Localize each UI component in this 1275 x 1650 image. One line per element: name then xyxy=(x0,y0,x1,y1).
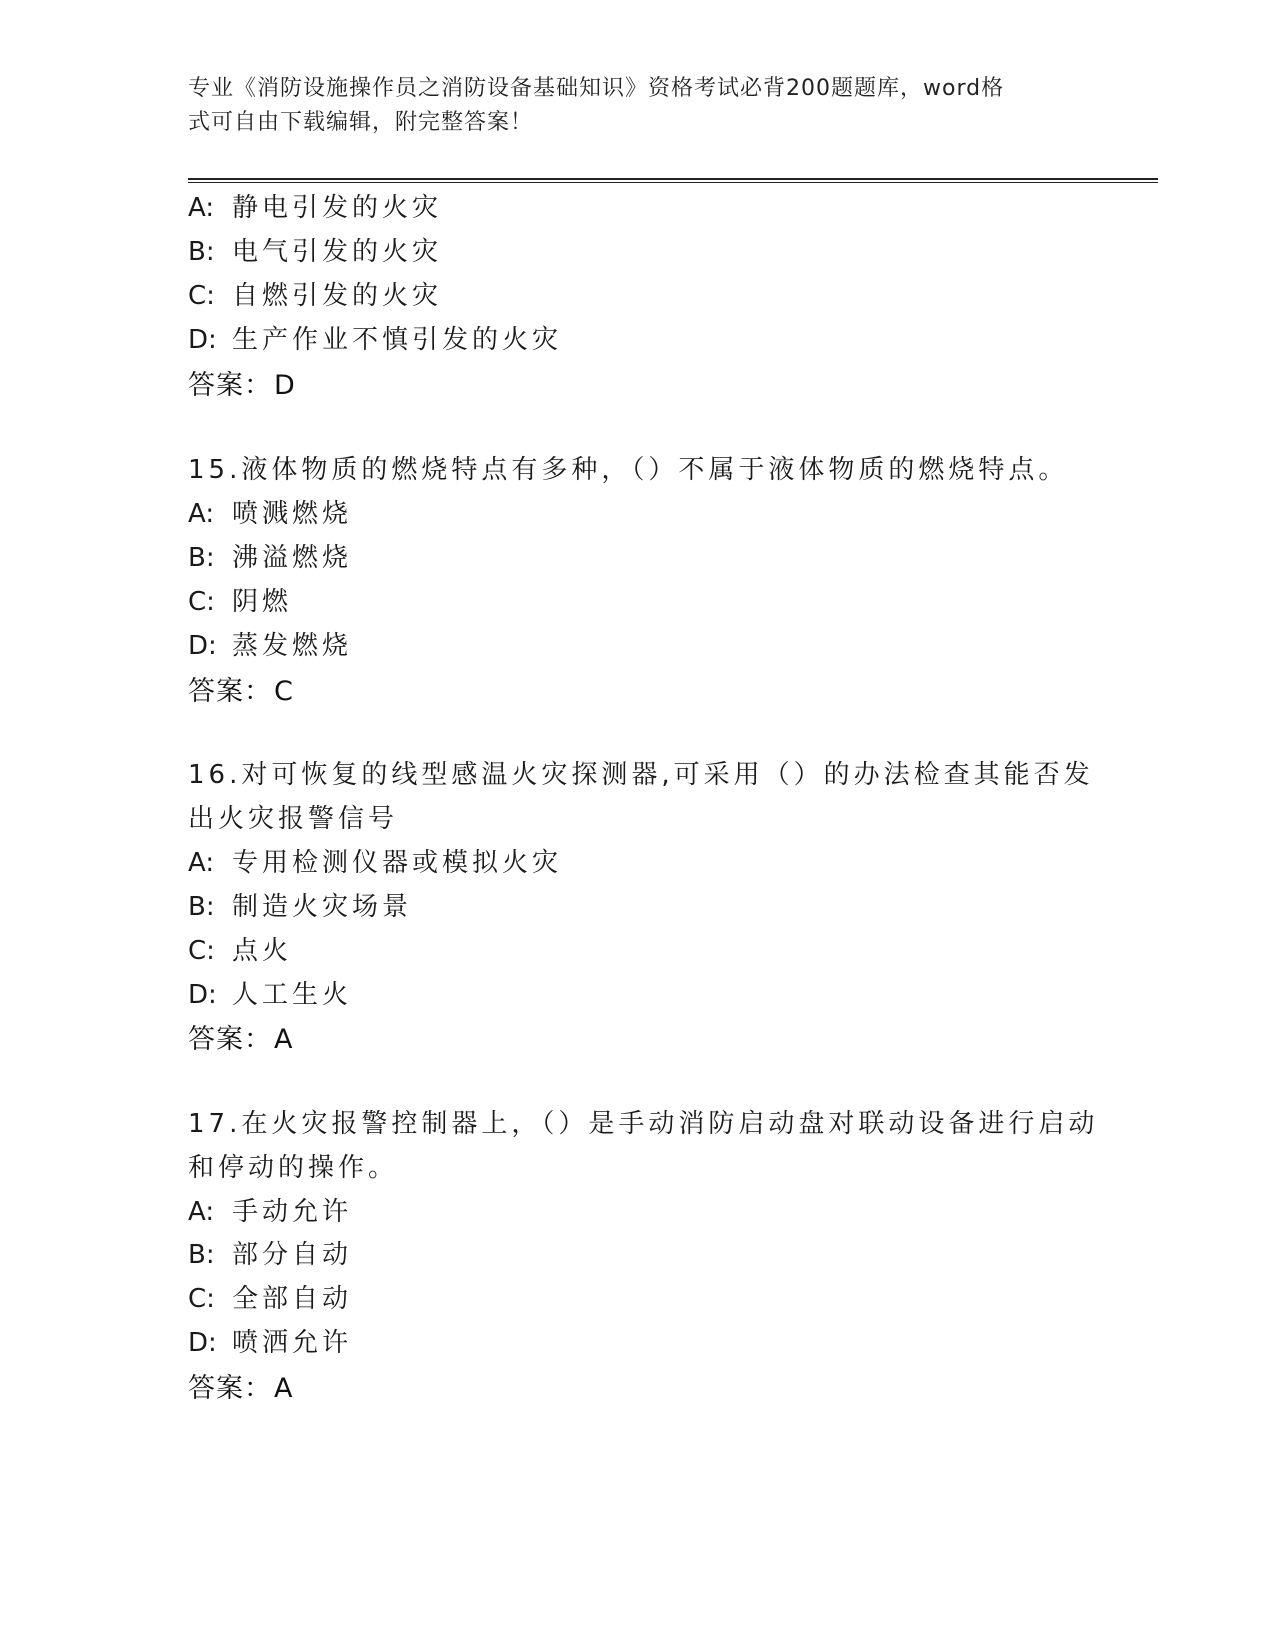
option-b xyxy=(188,537,352,574)
option-label: D: xyxy=(188,980,217,1010)
option-text: 沸溢燃烧 xyxy=(232,543,353,573)
option-text: 电气引发的火灾 xyxy=(232,237,443,267)
question-stem-line: 和停动的操作。 xyxy=(188,1153,399,1183)
answer-line xyxy=(188,1366,292,1405)
option-label: C: xyxy=(188,1284,215,1314)
option-text: 蒸发燃烧 xyxy=(232,631,353,661)
answer-value: D xyxy=(274,370,295,401)
option-text: 自燃引发的火灾 xyxy=(232,281,443,311)
option-c xyxy=(188,581,292,618)
answer-label: 答案： xyxy=(188,1024,272,1055)
option-label: A: xyxy=(188,848,215,878)
document-header xyxy=(188,72,1088,140)
answer-label: 答案： xyxy=(188,1373,272,1404)
option-b xyxy=(188,1234,352,1271)
answer-line xyxy=(188,363,295,402)
option-label: D: xyxy=(188,1328,217,1358)
option-b xyxy=(188,231,442,268)
option-d xyxy=(188,625,352,662)
option-d xyxy=(188,319,562,356)
option-a xyxy=(188,187,442,224)
option-text: 制造火灾场景 xyxy=(232,892,413,922)
option-c xyxy=(188,275,442,312)
answer-value: C xyxy=(274,676,293,707)
answer-label: 答案： xyxy=(188,676,272,707)
answer-line xyxy=(188,1017,292,1056)
option-a xyxy=(188,493,352,530)
option-label: B: xyxy=(188,237,215,267)
option-text: 专用检测仪器或模拟火灾 xyxy=(232,848,563,878)
header-divider-thick xyxy=(188,178,1158,180)
question-stem-line: 出火灾报警信号 xyxy=(188,804,399,834)
option-a xyxy=(188,842,562,879)
option-label: B: xyxy=(188,1240,215,1270)
option-text: 点火 xyxy=(232,936,293,966)
option-label: C: xyxy=(188,587,215,617)
answer-value: A xyxy=(274,1373,293,1404)
option-text: 阴燃 xyxy=(232,587,293,617)
option-c xyxy=(188,930,292,967)
option-label: B: xyxy=(188,892,215,922)
option-text: 人工生火 xyxy=(232,980,353,1010)
option-text: 生产作业不慎引发的火灾 xyxy=(232,325,563,355)
answer-line xyxy=(188,669,293,708)
question-stem-line: 16.对可恢复的线型感温火灾探测器,可采用（）的办法检查其能否发 xyxy=(188,760,1094,790)
option-label: D: xyxy=(188,325,217,355)
option-b xyxy=(188,886,412,923)
option-c xyxy=(188,1278,352,1315)
option-label: C: xyxy=(188,281,215,311)
option-text: 全部自动 xyxy=(232,1284,353,1314)
option-label: D: xyxy=(188,631,217,661)
header-divider-thin xyxy=(188,182,1158,183)
option-a xyxy=(188,1191,352,1228)
question-stem-line: 17.在火灾报警控制器上，（）是手动消防启动盘对联动设备进行启动 xyxy=(188,1109,1099,1139)
header-line-1: 专业《消防设施操作员之消防设备基础知识》资格考试必背200题题库，word格 xyxy=(188,76,1005,101)
option-label: A: xyxy=(188,499,215,529)
option-text: 静电引发的火灾 xyxy=(232,193,443,223)
option-label: C: xyxy=(188,936,215,966)
option-d xyxy=(188,974,352,1011)
option-d xyxy=(188,1322,352,1359)
option-text: 喷溅燃烧 xyxy=(232,499,353,529)
option-text: 部分自动 xyxy=(232,1240,353,1270)
answer-value: A xyxy=(274,1024,293,1055)
question-stem-line: 15.液体物质的燃烧特点有多种，（）不属于液体物质的燃烧特点。 xyxy=(188,455,1069,485)
answer-label: 答案： xyxy=(188,370,272,401)
option-label: A: xyxy=(188,1197,215,1227)
option-label: B: xyxy=(188,543,215,573)
option-label: A: xyxy=(188,193,215,223)
option-text: 手动允许 xyxy=(232,1197,353,1227)
option-text: 喷洒允许 xyxy=(232,1328,353,1358)
header-line-2: 式可自由下载编辑，附完整答案！ xyxy=(188,110,534,135)
